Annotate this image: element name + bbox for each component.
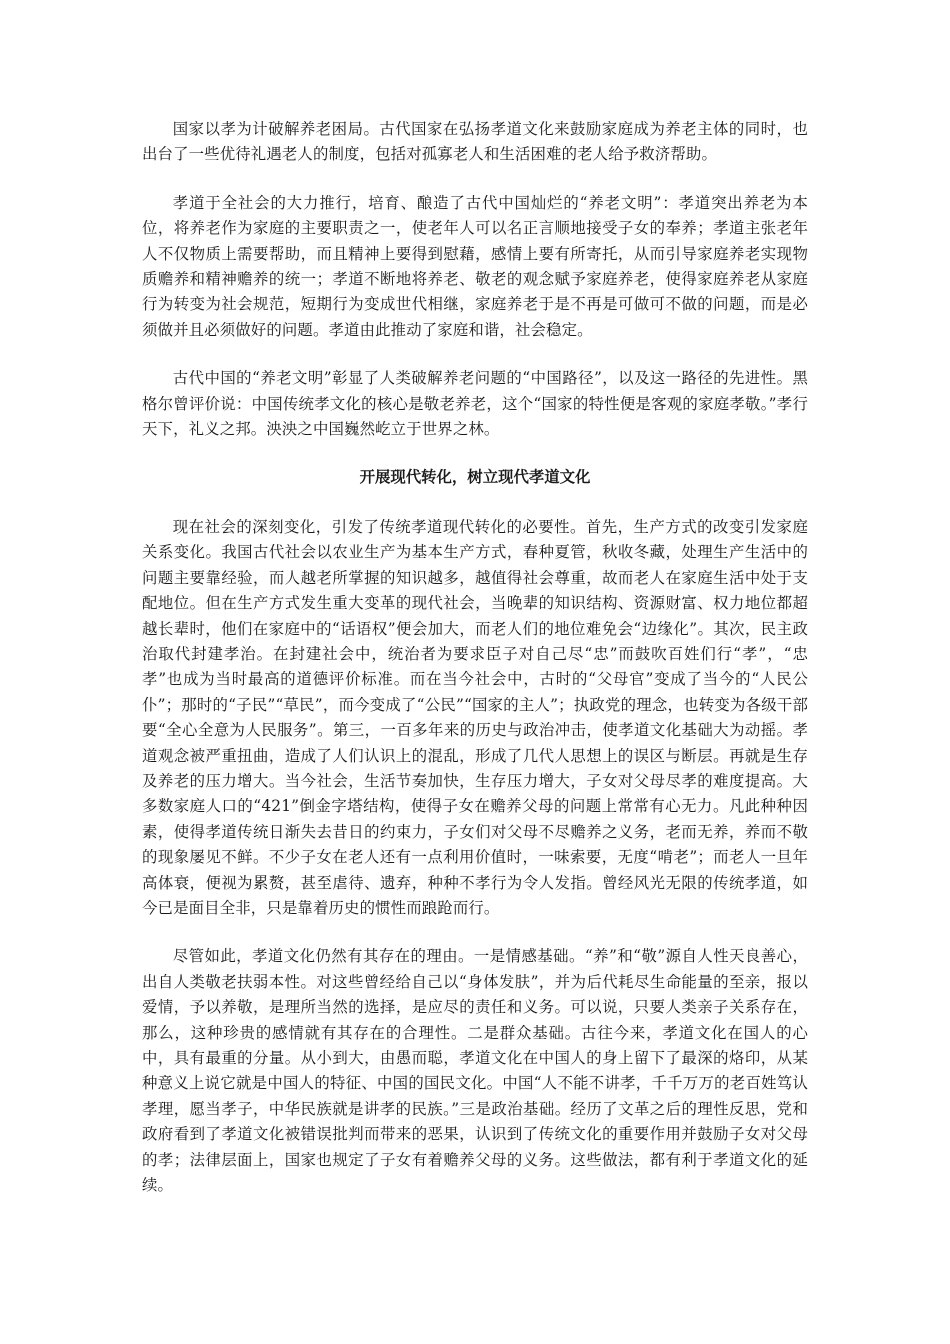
paragraph-elder-care-civilization: 孝道于全社会的大力推行，培育、酿造了古代中国灿烂的“养老文明”：孝道突出养老为本位，将养老作为家庭的主要职责之一，使老年人可以名正言顺地接受子女的奉养；孝道主张老年人不仅物质上需要帮助，而且精神上要得到慰藉，感情上要有所寄托，从而引导家庭养老实现物质赡养和精神赡养的统一；孝道不断地将养老、敬老的观念赋予家庭养老，使得家庭养老从家庭行为转变为社会规范，短期行为变成世代相继，家庭养老于是不再是可做可不做的问题，而是必须做并且必须做好的问题。孝道由此推动了家庭和谐，社会稳定。: [142, 193, 808, 339]
paragraph-china-path: 古代中国的“养老文明”彰显了人类破解养老问题的“中国路径”，以及这一路径的先进性。黑格尔曾评价说：中国传统孝文化的核心是敬老养老，这个“国家的特性便是客观的家庭孝敬。”孝行天下，礼义之邦。泱泱之中国巍然屹立于世界之林。: [142, 369, 808, 439]
section-heading: 开展现代转化，树立现代孝道文化: [359, 468, 591, 487]
paragraph-modern-transformation: 现在社会的深刻变化，引发了传统孝道现代转化的必要性。首先，生产方式的改变引发家庭关系变化。我国古代社会以农业生产为基本生产方式，春种夏管，秋收冬藏，处理生产生活中的问题主要靠经验，而人越老所掌握的知识越多，越值得社会尊重，故而老人在家庭生活中处于支配地位。但在生产方式发生重大变革的现代社会，当晚辈的知识结构、资源财富、权力地位都超越长辈时，他们在家庭中的“话语权”便会加大，而老人们的地位难免会“边缘化”。其次，民主政治取代封建孝治。在封建社会中，统治者为要求臣子对自己尽“忠”而鼓吹百姓们行“孝”，“忠孝”也成为当时最高的道德评价标准。而在当今社会中，古时的“父母官”变成了当今的“人民公仆”；那时的“子民”“草民”，而今变成了“公民”“国家的主人”；执政党的理念，也转变为各级干部要“全心全意为人民服务”。第三，一百多年来的历史与政治冲击，使孝道文化基础大为动摇。孝道观念被严重扭曲，造成了人们认识上的混乱，形成了几代人思想上的误区与断层。再就是生存及养老的压力增大。当今社会，生活节奏加快，生存压力增大，子女对父母尽孝的难度提高。大多数家庭人口的“421”倒金字塔结构，使得子女在赡养父母的问题上常常有心无力。凡此种种因素，使得孝道传统日渐失去昔日的约束力，子女们对父母不尽赡养之义务，老而无养，养而不敬的现象屡见不鲜。不少子女在老人还有一点利用价值时，一味索要，无度“啃老”；而老人一旦年高体衰，便视为累赘，甚至虐待、遗弃，种种不孝行为令人发指。曾经风光无限的传统孝道，如今已是面目全非，只是靠着历史的惯性而踉跄而行。: [142, 517, 808, 917]
paragraph-reasons-for-existence: 尽管如此，孝道文化仍然有其存在的理由。一是情感基础。“养”和“敬”源自人性天良善心，出自人类敬老扶弱本性。对这些曾经给自己以“身体发肤”，并为后代耗尽生命能量的至亲，报以爱情，予以养敬，是理所当然的选择，是应尽的责任和义务。可以说，只要人类亲子关系存在，那么，这种珍贵的感情就有其存在的合理性。二是群众基础。古往今来，孝道文化在国人的心中，具有最重的分量。从小到大，由愚而聪，孝道文化在中国人的身上留下了最深的烙印，从某种意义上说它就是中国人的特征、中国的国民文化。中国“人不能不讲孝，千千万万的老百姓笃认孝理，愿当孝子，中华民族就是讲孝的民族。”三是政治基础。经历了文革之后的理性反思，党和政府看到了孝道文化被错误批判而带来的恶果，认识到了传统文化的重要作用并鼓励子女对父母的孝；法律层面上，国家也规定了子女有着赡养父母的义务。这些做法，都有利于孝道文化的延续。: [142, 947, 808, 1195]
document-body: [142, 117, 808, 1221]
paragraph-state-filial-policy: 国家以孝为计破解养老困局。古代国家在弘扬孝道文化来鼓励家庭成为养老主体的同时，也出台了一些优待礼遇老人的制度，包括对孤寡老人和生活困难的老人给予救济帮助。: [142, 120, 808, 164]
